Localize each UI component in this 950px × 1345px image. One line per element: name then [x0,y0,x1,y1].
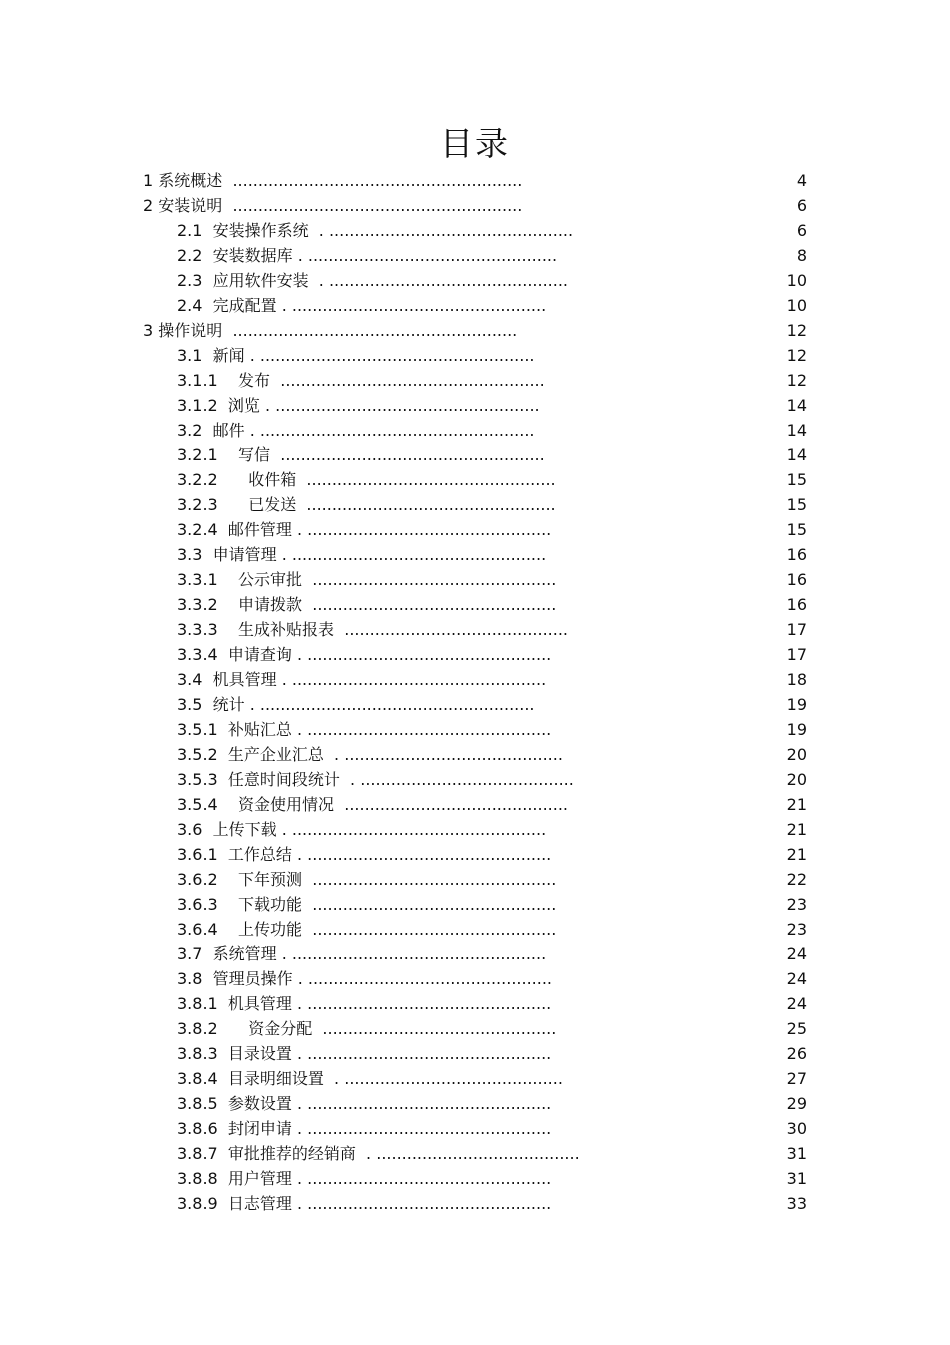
toc-entry-page-number: 19 [786,694,807,714]
toc-entry [0,742,950,767]
toc-entry-page-number: 17 [786,620,807,640]
toc-entry-text: 3.5.3 任意时间段统计 . .......................................... [177,769,574,789]
toc-entry [0,966,950,991]
toc-entry-text: 3.1.1 发布 .................................................... [177,370,545,390]
toc-entry-text: 3.3 申请管理 . .................................................. [177,545,547,565]
toc-entry [0,1066,950,1091]
toc-entry-text: 3.5.2 生产企业汇总 . ........................................... [177,744,563,764]
toc-entry [0,1166,950,1191]
toc-entry [0,368,950,393]
toc-entry-page-number: 19 [786,719,807,739]
toc-entry [0,592,950,617]
toc-entry-page-number: 16 [786,595,807,615]
toc-entry-page-number: 21 [786,794,807,814]
toc-entry [0,1191,950,1216]
toc-entry-page-number: 27 [786,1069,807,1089]
toc-entry-text: 2.4 完成配置 . .................................................. [177,295,547,315]
toc-entry [0,418,950,443]
toc-entry-text: 3.6.2 下年预测 ................................................ [177,869,557,889]
toc-entry [0,792,950,817]
toc-entry-page-number: 14 [786,420,807,440]
toc-entry [0,517,950,542]
toc-entry-page-number: 15 [786,520,807,540]
toc-entry-text: 3.6 上传下载 . .................................................. [177,819,547,839]
toc-entry [0,542,950,567]
toc-entry-text: 3.5 统计 . ...................................................... [177,694,535,714]
toc-entry-text: 3.6.1 工作总结 . ................................................ [177,844,552,864]
toc-entry-text: 3.8.2 资金分配 .............................................. [177,1019,557,1039]
toc-entry [0,692,950,717]
toc-entry-page-number: 23 [786,894,807,914]
toc-entry-text: 3.3.2 申请拨款 ................................................ [177,595,557,615]
toc-entry [0,467,950,492]
toc-entry-text: 3.2.1 写信 .................................................... [177,445,545,465]
toc-entry-text: 3.1 新闻 . ...................................................... [177,345,535,365]
toc-entry [0,642,950,667]
toc-entry-page-number: 29 [786,1094,807,1114]
toc-entry [0,442,950,467]
toc-entry-page-number: 6 [796,220,807,240]
toc-entry-page-number: 18 [786,670,807,689]
toc-entry [0,767,950,792]
toc-entry-text: 3.1.2 浏览 . .................................................... [177,395,540,415]
toc-entry-text: 3.8.6 封闭申请 . ................................................ [177,1119,552,1139]
toc-entry-page-number: 17 [786,645,807,665]
toc-entry-page-number: 24 [786,969,807,989]
toc-entry-page-number: 21 [786,844,807,864]
toc-entry-page-number: 10 [786,295,807,315]
toc-entry [0,991,950,1016]
toc-entry [0,567,950,592]
toc-entry-text: 3.4 机具管理 . .................................................. [177,670,547,689]
toc-entry-page-number: 33 [786,1193,807,1213]
toc-entry-text: 3.2 邮件 . ...................................................... [177,420,535,440]
toc-entry [0,842,950,867]
toc-entry-page-number: 10 [786,270,807,290]
toc-entry-text: 3.5.1 补贴汇总 . ................................................ [177,719,552,739]
toc-entry-page-number: 22 [786,869,807,889]
toc-entry [0,1016,950,1041]
toc-entry-page-number: 4 [796,171,807,190]
toc-entry-page-number: 16 [786,570,807,590]
toc-entry-text: 2.3 应用软件安装 . ............................................... [177,270,569,290]
toc-entry-page-number: 24 [786,944,807,964]
toc-entry-text: 3.7 系统管理 . .................................................. [177,944,547,964]
page-title: 目录 [440,124,510,163]
toc-entry-page-number: 12 [786,320,807,340]
toc-entry [0,667,950,692]
toc-entry-page-number: 15 [786,495,807,515]
toc-entry-page-number: 31 [786,1169,807,1188]
toc-entry-text: 3.8.3 目录设置 . ................................................ [177,1044,552,1064]
toc-entry-text: 3.5.4 资金使用情况 ............................................ [177,794,569,814]
toc-entry-text: 3 操作说明 ........................................................ [143,320,518,340]
toc-entry [0,293,950,318]
toc-entry-text: 3.6.3 下载功能 ................................................ [177,894,557,914]
toc-entry-text: 3.6.4 上传功能 ................................................ [177,919,557,939]
toc-entry-text: 3.8.9 日志管理 . ................................................ [177,1193,552,1213]
toc-entry-page-number: 21 [786,819,807,839]
toc-entry [0,492,950,517]
toc-entry [0,393,950,418]
toc-entry-page-number: 12 [786,370,807,390]
toc-entry-page-number: 8 [796,245,807,265]
toc-entry [0,1116,950,1141]
toc-entry-page-number: 14 [786,445,807,465]
toc-entry [0,243,950,268]
toc-entry [0,1141,950,1166]
toc-entry-page-number: 14 [786,395,807,415]
toc-entry-page-number: 12 [786,345,807,365]
toc-entry-page-number: 23 [786,919,807,939]
toc-entry [0,867,950,892]
toc-entry [0,318,950,343]
toc-entry-text: 3.2.4 邮件管理 . ................................................ [177,520,552,540]
toc-entry-text: 3.3.4 申请查询 . ................................................ [177,645,552,665]
toc-entry [0,1091,950,1116]
toc-entry-page-number: 24 [786,994,807,1014]
toc-entry-text: 3.3.1 公示审批 ................................................ [177,570,557,590]
toc-entry-page-number: 20 [786,769,807,789]
toc-entry-text: 1 系统概述 ......................................................... [143,171,523,190]
toc-entry-page-number: 15 [786,470,807,490]
toc-entry-text: 3.8.4 目录明细设置 . ........................................... [177,1069,563,1089]
toc-entry-text: 3.2.3 已发送 ................................................. [177,495,556,515]
toc-entry-text: 3.2.2 收件箱 ................................................. [177,470,556,490]
toc-entry [0,193,950,218]
toc-entry [0,268,950,293]
toc-entry-text: 3.8.1 机具管理 . ................................................ [177,994,552,1014]
toc-entry-text: 2 安装说明 ......................................................... [143,195,523,215]
toc-entry-text: 3.8.5 参数设置 . ................................................ [177,1094,552,1114]
toc-entry [0,892,950,917]
toc-entry-page-number: 31 [786,1144,807,1164]
toc-entry [0,1041,950,1066]
toc-entry-text: 3.3.3 生成补贴报表 ............................................ [177,620,569,640]
toc-entry-page-number: 6 [796,195,807,215]
toc-entry-text: 3.8 管理员操作 . ................................................ [177,969,553,989]
toc-entry-text: 3.8.7 审批推荐的经销商 . ........................................ [177,1144,580,1164]
toc-entry [0,343,950,368]
toc-entry-text: 2.1 安装操作系统 . ................................................ [177,220,574,240]
toc-entry [0,941,950,966]
toc-entry [0,617,950,642]
toc-entry-page-number: 30 [786,1119,807,1139]
toc-entry-page-number: 16 [786,545,807,565]
toc-entry [0,817,950,842]
toc-entry [0,168,950,193]
toc-entry [0,917,950,942]
toc-entry [0,717,950,742]
toc-entry-text: 3.8.8 用户管理 . ................................................ [177,1169,552,1188]
toc-entry [0,218,950,243]
toc-entry-page-number: 20 [786,744,807,764]
toc-entry-page-number: 26 [786,1044,807,1064]
toc-entry-text: 2.2 安装数据库 . ................................................. [177,245,558,265]
toc-entry-page-number: 25 [786,1019,807,1039]
